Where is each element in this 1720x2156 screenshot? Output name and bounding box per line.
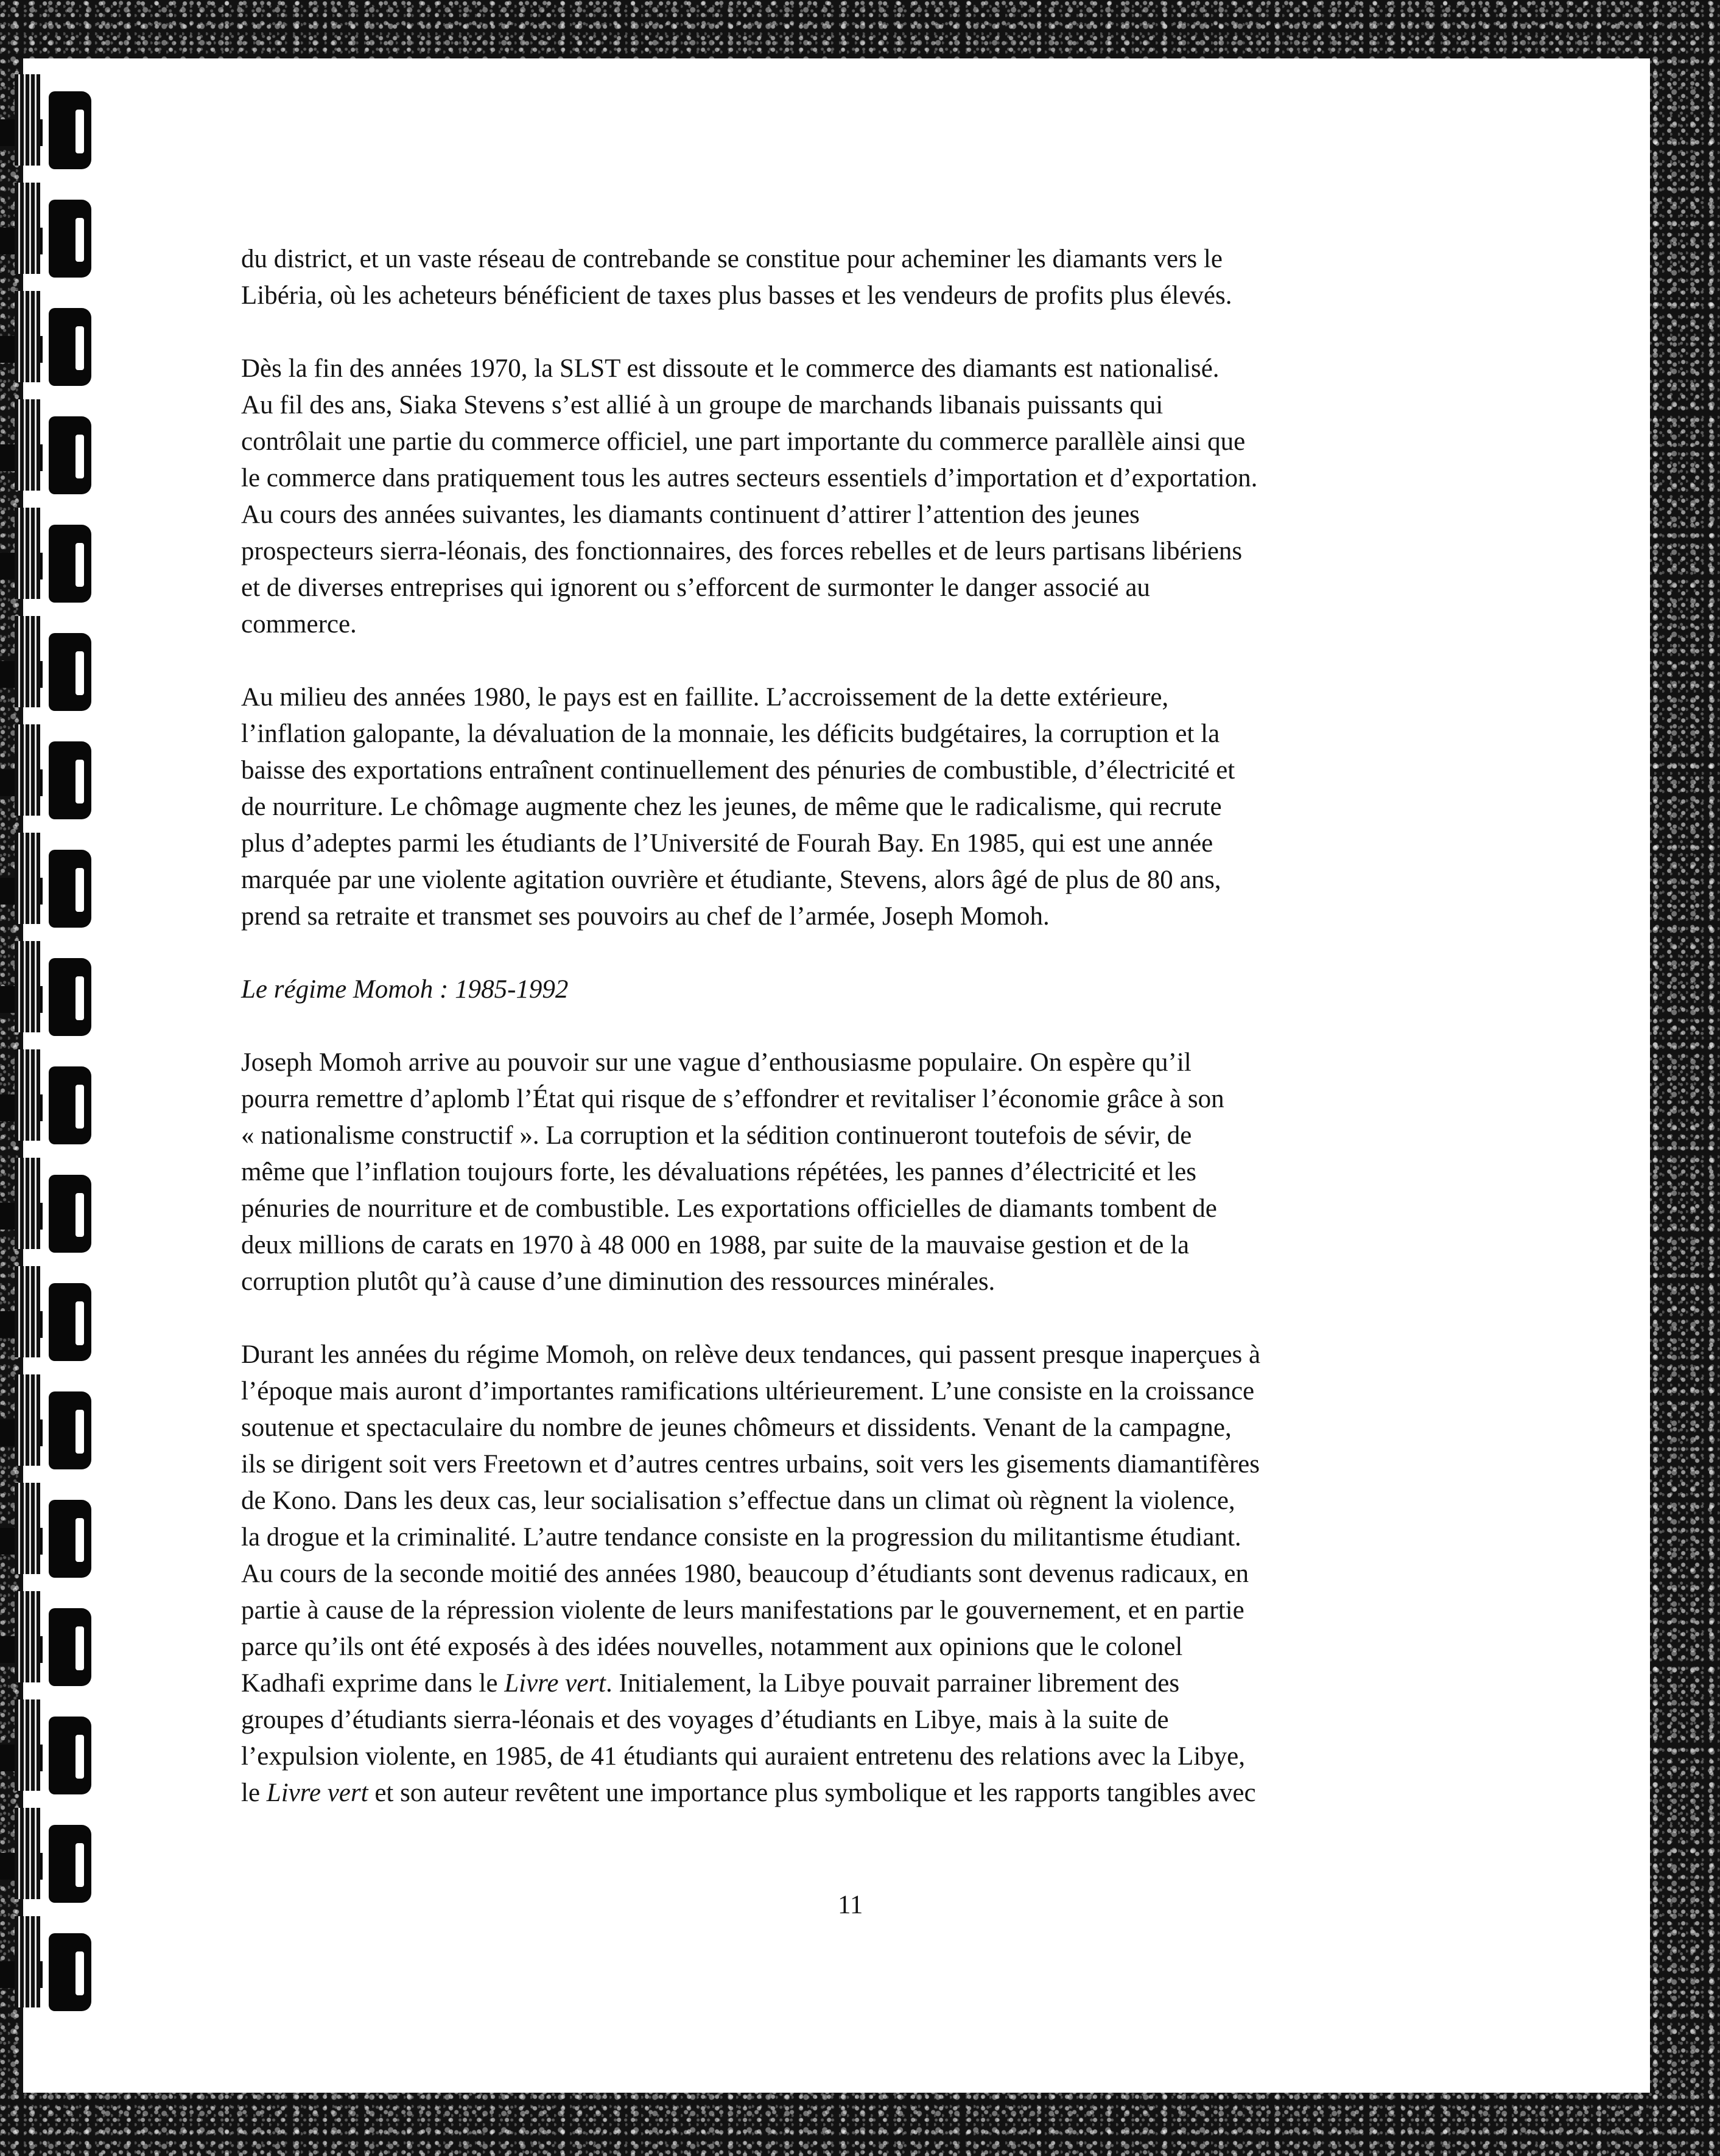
text-span: . Initialement, la Libye pouvait parrainer librement des [606, 1669, 1180, 1698]
text-line: ils se dirigent soit vers Freetown et d’autres centres urbains, soit vers les gisements diamantifères [241, 1450, 1260, 1479]
text-line: l’inflation galopante, la dévaluation de la monnaie, les déficits budgétaires, la corruption et la [241, 719, 1220, 748]
paragraph-nationalisation [241, 351, 1459, 643]
text-line: Dès la fin des années 1970, la SLST est dissoute et le commerce des diamants est nationalisé. [241, 354, 1220, 383]
binding-ring [0, 1933, 116, 2012]
text-line: Au fil des ans, Siaka Stevens s’est allié à un groupe de marchands libanais puissants qui [241, 391, 1164, 419]
binding-ring [0, 1825, 116, 1904]
text-span: Kadhafi exprime dans le [241, 1669, 505, 1698]
book-title-livre-vert: Livre vert [266, 1779, 368, 1807]
text-line: pourra remettre d’aplomb l’État qui risque de s’effondrer et revitaliser l’économie grâce à son [241, 1085, 1224, 1113]
paragraph-bankruptcy [241, 679, 1459, 935]
binding-ring [0, 1175, 116, 1254]
text-line: le commerce dans pratiquement tous les autres secteurs essentiels d’importation et d’exportation. [241, 464, 1258, 492]
paragraph-two-trends [241, 1337, 1459, 1811]
text-line-kadhafi [241, 1665, 1459, 1702]
text-line-last [241, 1775, 1459, 1811]
text-line: la drogue et la criminalité. L’autre tendance consiste en la progression du militantisme étudiant. [241, 1523, 1241, 1552]
text-line: groupes d’étudiants sierra-léonais et des voyages d’étudiants en Libye, mais à la suite de [241, 1706, 1169, 1734]
text-line: deux millions de carats en 1970 à 48 000 en 1988, par suite de la mauvaise gestion et de la [241, 1231, 1190, 1259]
spiral-binding [0, 91, 116, 2100]
book-title-livre-vert: Livre vert [504, 1669, 606, 1698]
text-line: marquée par une violente agitation ouvrière et étudiante, Stevens, alors âgé de plus de 80 ans, [241, 866, 1221, 894]
text-line: l’expulsion violente, en 1985, de 41 étudiants qui auraient entretenu des relations avec la Libye, [241, 1742, 1246, 1771]
text-line: « nationalisme constructif ». La corruption et la sédition continueront toutefois de sévir, de [241, 1121, 1192, 1150]
binding-ring [0, 850, 116, 929]
text-line: Joseph Momoh arrive au pouvoir sur une vague d’enthousiasme populaire. On espère qu’il [241, 1048, 1192, 1077]
text-line: Libéria, où les acheteurs bénéficient de taxes plus basses et les vendeurs de profits plus élevés. [241, 281, 1232, 310]
binding-ring [0, 308, 116, 387]
paragraph-smuggling [241, 241, 1459, 314]
text-line: partie à cause de la répression violente de leurs manifestations par le gouvernement, et en partie [241, 1596, 1244, 1625]
text-span: le [241, 1779, 267, 1807]
text-span: et son auteur revêtent une importance plus symbolique et les rapports tangibles avec [368, 1779, 1256, 1807]
body-text [241, 241, 1459, 1848]
text-line: baisse des exportations entraînent continuellement des pénuries de combustible, d’électricité et [241, 756, 1235, 785]
text-line: même que l’inflation toujours forte, les dévaluations répétées, les pannes d’électricité et les [241, 1158, 1196, 1186]
paragraph-momoh-arrival [241, 1045, 1459, 1300]
binding-ring [0, 1608, 116, 1687]
text-line: de Kono. Dans les deux cas, leur socialisation s’effectue dans un climat où règnent la violence, [241, 1486, 1235, 1515]
section-heading: Le régime Momoh : 1985-1992 [241, 975, 569, 1004]
text-line: plus d’adeptes parmi les étudiants de l’Université de Fourah Bay. En 1985, qui est une année [241, 829, 1213, 858]
binding-ring [0, 1500, 116, 1579]
binding-ring [0, 416, 116, 495]
text-line: Au cours de la seconde moitié des années 1980, beaucoup d’étudiants sont devenus radicaux, en [241, 1559, 1249, 1588]
binding-ring [0, 200, 116, 279]
text-line: contrôlait une partie du commerce officiel, une part importante du commerce parallèle ainsi que [241, 427, 1246, 456]
text-line: pénuries de nourriture et de combustible. Les exportations officielles de diamants tombent de [241, 1194, 1217, 1223]
text-line: l’époque mais auront d’importantes ramifications ultérieurement. L’une consiste en la croissance [241, 1377, 1255, 1405]
binding-ring [0, 1283, 116, 1362]
text-line: Durant les années du régime Momoh, on relève deux tendances, qui passent presque inaperçues à [241, 1340, 1261, 1369]
text-line: du district, et un vaste réseau de contrebande se constitue pour acheminer les diamants vers le [241, 245, 1223, 273]
text-line: et de diverses entreprises qui ignorent ou s’efforcent de surmonter le danger associé au [241, 573, 1150, 602]
text-line: de nourriture. Le chômage augmente chez les jeunes, de même que le radicalisme, qui recrute [241, 793, 1222, 821]
text-line: commerce. [241, 610, 357, 639]
binding-ring [0, 741, 116, 821]
text-line: soutenue et spectaculaire du nombre de jeunes chômeurs et dissidents. Venant de la campagne, [241, 1413, 1232, 1442]
text-line: Au milieu des années 1980, le pays est en faillite. L’accroissement de la dette extérieure, [241, 683, 1169, 712]
page-number: 11 [838, 1891, 863, 1919]
text-line: parce qu’ils ont été exposés à des idées nouvelles, notamment aux opinions que le colonel [241, 1633, 1183, 1661]
binding-ring [0, 633, 116, 712]
text-line: prend sa retraite et transmet ses pouvoirs au chef de l’armée, Joseph Momoh. [241, 902, 1050, 931]
text-line: prospecteurs sierra-léonais, des fonctionnaires, des forces rebelles et de leurs partisans libériens [241, 537, 1243, 565]
binding-ring [0, 1391, 116, 1471]
binding-ring [0, 1066, 116, 1146]
text-line: corruption plutôt qu’à cause d’une diminution des ressources minérales. [241, 1267, 995, 1296]
binding-ring [0, 525, 116, 604]
binding-ring [0, 1717, 116, 1796]
binding-ring [0, 91, 116, 170]
text-line: Au cours des années suivantes, les diamants continuent d’attirer l’attention des jeunes [241, 500, 1140, 529]
binding-ring [0, 958, 116, 1037]
